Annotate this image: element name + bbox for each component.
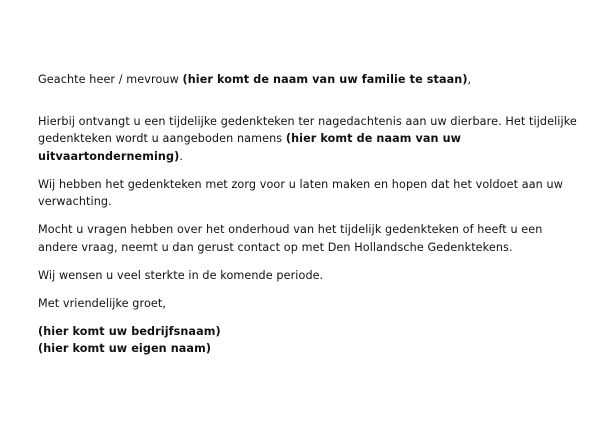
signature-name: (hier komt uw eigen naam) [38, 342, 212, 355]
spacer [38, 312, 578, 323]
paragraph-care: Wij hebben het gedenkteken met zorg voor u laten maken en hopen dat het voldoet aan uw verwachting. [38, 177, 563, 208]
spacer [38, 165, 578, 176]
salutation [38, 71, 578, 89]
spacer [38, 256, 578, 267]
spacer [38, 211, 578, 222]
paragraph-questions: Mocht u vragen hebben over het onderhoud van het tijdelijk gedenkteken of heeft u een andere vraag, neemt u dan gerust contact op met Den Hollandsche Gedenktekens. [38, 223, 543, 254]
paragraph-wishes: Wij wensen u veel sterkte in de komende periode. [38, 268, 324, 282]
salutation-placeholder: (hier komt de naam van uw familie te staan) [182, 73, 468, 86]
spacer [38, 89, 578, 113]
spacer [38, 284, 578, 295]
closing: Met vriendelijke groet, [38, 296, 167, 310]
salutation-end: , [467, 73, 472, 86]
letter-body [38, 71, 578, 358]
paragraph-intro [38, 113, 578, 166]
salutation-text: Geachte heer / mevrouw [38, 73, 183, 86]
paragraph-intro-end: . [179, 149, 183, 163]
paragraph-intro-text: Hierbij ontvangt u een tijdelijke gedenkteken ter nagedachtenis aan uw dierbare. Het tijdelijke gedenkteken wordt u aangeboden namens [38, 114, 577, 145]
signature-company: (hier komt uw bedrijfsnaam) [38, 324, 221, 338]
undertaker-placeholder: (hier komt de naam van uw uitvaartonderneming) [38, 132, 462, 163]
